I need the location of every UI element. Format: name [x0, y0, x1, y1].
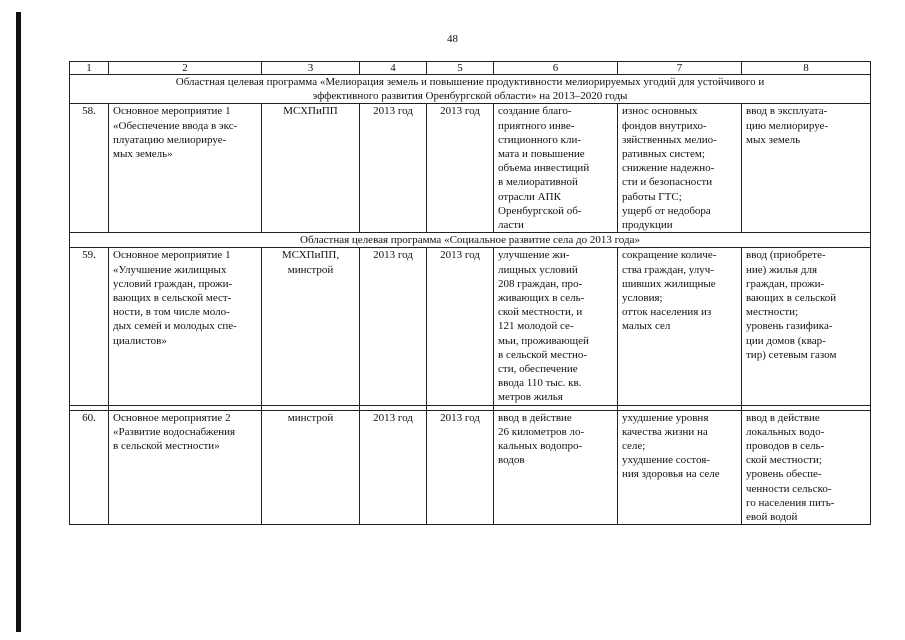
event-cell	[109, 410, 262, 525]
end-year: 2013 год	[427, 104, 494, 233]
indicator-line: цию мелиорируе-	[746, 119, 829, 132]
result-line: мьи, проживающей	[498, 334, 589, 347]
program-title	[70, 233, 871, 248]
indicator-line: го населения пить-	[746, 496, 835, 509]
column-number: 4	[360, 62, 427, 75]
indicator-line: локальных водо-	[746, 425, 825, 438]
event-line: в сельской местности»	[113, 440, 220, 453]
indicators-cell	[742, 104, 871, 233]
consequence-line: продукции	[622, 219, 673, 232]
consequences-cell	[618, 104, 742, 233]
measures-table	[69, 61, 871, 525]
indicator-line: проводов в сель-	[746, 440, 825, 453]
executor-cell	[262, 410, 360, 525]
indicator-line: евой водой	[746, 511, 798, 524]
start-year: 2013 год	[360, 248, 427, 405]
consequence-line: условия;	[622, 292, 663, 305]
start-year: 2013 год	[360, 104, 427, 233]
result-line: лищных условий	[498, 263, 578, 276]
consequence-line: работы ГТС;	[622, 190, 682, 203]
column-number: 7	[618, 62, 742, 75]
result-line: объема инвестиций	[498, 162, 590, 175]
executor-cell	[262, 248, 360, 405]
consequence-line: малых сел	[622, 320, 671, 333]
event-line: «Обеспечение ввода в экс-	[113, 119, 238, 132]
consequence-line: ухудшение уровня	[622, 411, 709, 424]
indicators-cell	[742, 248, 871, 405]
program-title	[70, 75, 871, 104]
result-line: ввод в действие	[498, 411, 572, 424]
indicator-line: ции домов (квар-	[746, 334, 826, 347]
result-line: в сельской местно-	[498, 348, 588, 361]
indicator-line: тир) сетевым газом	[746, 348, 837, 361]
result-line: приятного инве-	[498, 119, 575, 132]
indicator-line: местности;	[746, 306, 799, 319]
indicator-line: мых земель	[746, 133, 801, 146]
program-title-row	[70, 75, 871, 104]
executor-line: МСХПиПП,	[281, 249, 340, 262]
page-number: 48	[447, 33, 458, 45]
column-number: 6	[494, 62, 618, 75]
consequences-cell	[618, 410, 742, 525]
result-line: живающих в сель-	[498, 292, 585, 305]
end-year: 2013 год	[427, 248, 494, 405]
indicator-line: ввод (приобрете-	[746, 249, 826, 262]
table-row	[70, 104, 871, 233]
consequence-line: ухудшение состоя-	[622, 454, 710, 467]
result-cell	[494, 410, 618, 525]
consequence-line: качества жизни на	[622, 425, 708, 438]
event-line: Основное мероприятие 1	[113, 249, 231, 262]
event-line: ности, в том числе моло-	[113, 306, 230, 319]
result-line: отрасли АПК	[498, 190, 561, 203]
indicator-line: уровень газифика-	[746, 320, 833, 333]
consequence-line: ства граждан, улуч-	[622, 263, 714, 276]
result-line: мата и повышение	[498, 148, 585, 161]
consequence-line: шивших жилищные	[622, 277, 716, 290]
result-line: улучшение жи-	[498, 249, 570, 262]
program-title-line: эффективного развития Оренбургской области» на 2013–2020 годы	[312, 90, 628, 103]
executor-line: МСХПиПП	[283, 105, 338, 118]
consequence-line: ущерб от недобора	[622, 204, 711, 217]
event-line: Основное мероприятие 1	[113, 105, 231, 118]
result-line: 208 граждан, про-	[498, 277, 583, 290]
column-number: 8	[742, 62, 871, 75]
event-line: вающих в сельской мест-	[113, 292, 232, 305]
table-row	[70, 410, 871, 525]
column-number: 2	[109, 62, 262, 75]
indicator-line: ние) жилья для	[746, 263, 818, 276]
result-line: 121 молодой се-	[498, 320, 574, 333]
event-line: Основное мероприятие 2	[113, 411, 231, 424]
consequences-cell	[618, 248, 742, 405]
consequence-line: ративных систем;	[622, 148, 705, 161]
indicator-line: уровень обеспе-	[746, 468, 822, 481]
result-cell	[494, 104, 618, 233]
indicator-line: ввод в действие	[746, 411, 820, 424]
event-line: «Улучшение жилищных	[113, 263, 227, 276]
event-line: «Развитие водоснабжения	[113, 425, 236, 438]
column-number-row	[70, 62, 871, 75]
program-title-row	[70, 233, 871, 248]
consequence-line: износ основных	[622, 105, 698, 118]
start-year: 2013 год	[360, 410, 427, 525]
program-title-line: Областная целевая программа «Социальное развитие села до 2013 года»	[300, 234, 640, 247]
result-cell	[494, 248, 618, 405]
consequence-line: ния здоровья на селе	[622, 468, 720, 481]
result-line: создание благо-	[498, 105, 572, 118]
program-title-line: Областная целевая программа «Мелиорация земель и повышение продуктивности мелиорируемых угодий для устойчивого и	[175, 76, 765, 88]
executor-line: минстрой	[287, 411, 334, 424]
table-row	[70, 248, 871, 405]
row-number: 60.	[70, 410, 109, 525]
event-line: плуатацию мелиорируе-	[113, 133, 227, 146]
result-line: стиционного кли-	[498, 133, 581, 146]
consequence-line: снижение надежно-	[622, 162, 715, 175]
indicator-line: ввод в эксплуата-	[746, 105, 828, 118]
executor-cell	[262, 104, 360, 233]
event-cell	[109, 104, 262, 233]
indicators-cell	[742, 410, 871, 525]
result-line: ской местности, и	[498, 306, 583, 319]
indicator-line: вающих в сельской	[746, 292, 837, 305]
consequence-line: сти и безопасности	[622, 176, 713, 189]
result-line: кальных водопро-	[498, 440, 583, 453]
consequence-line: отток населения из	[622, 306, 712, 319]
column-number: 1	[70, 62, 109, 75]
row-number: 59.	[70, 248, 109, 405]
result-line: 26 километров ло-	[498, 425, 585, 438]
event-line: дых семей и молодых спе-	[113, 320, 237, 333]
result-line: ласти	[498, 219, 524, 232]
consequence-line: зяйственных мелио-	[622, 133, 717, 146]
row-number: 58.	[70, 104, 109, 233]
event-line: мых земель»	[113, 148, 173, 161]
result-line: ввода 110 тыс. кв.	[498, 377, 582, 390]
indicator-line: ской местности;	[746, 454, 822, 467]
event-line: условий граждан, прожи-	[113, 277, 233, 290]
column-number: 3	[262, 62, 360, 75]
result-line: метров жилья	[498, 391, 563, 404]
result-line: Оренбургской об-	[498, 204, 582, 217]
consequence-line: сокращение количе-	[622, 249, 717, 262]
result-line: в мелиоративной	[498, 176, 578, 189]
consequence-line: селе;	[622, 440, 646, 453]
indicator-line: ченности сельско-	[746, 482, 832, 495]
scan-edge-artifact	[16, 12, 21, 632]
result-line: сти, обеспечение	[498, 363, 578, 376]
indicator-line: граждан, прожи-	[746, 277, 825, 290]
event-line: циалистов»	[113, 334, 167, 347]
end-year: 2013 год	[427, 410, 494, 525]
executor-line: минстрой	[287, 263, 334, 276]
consequence-line: фондов внутрихо-	[622, 119, 707, 132]
column-number: 5	[427, 62, 494, 75]
event-cell	[109, 248, 262, 405]
result-line: водов	[498, 454, 525, 467]
